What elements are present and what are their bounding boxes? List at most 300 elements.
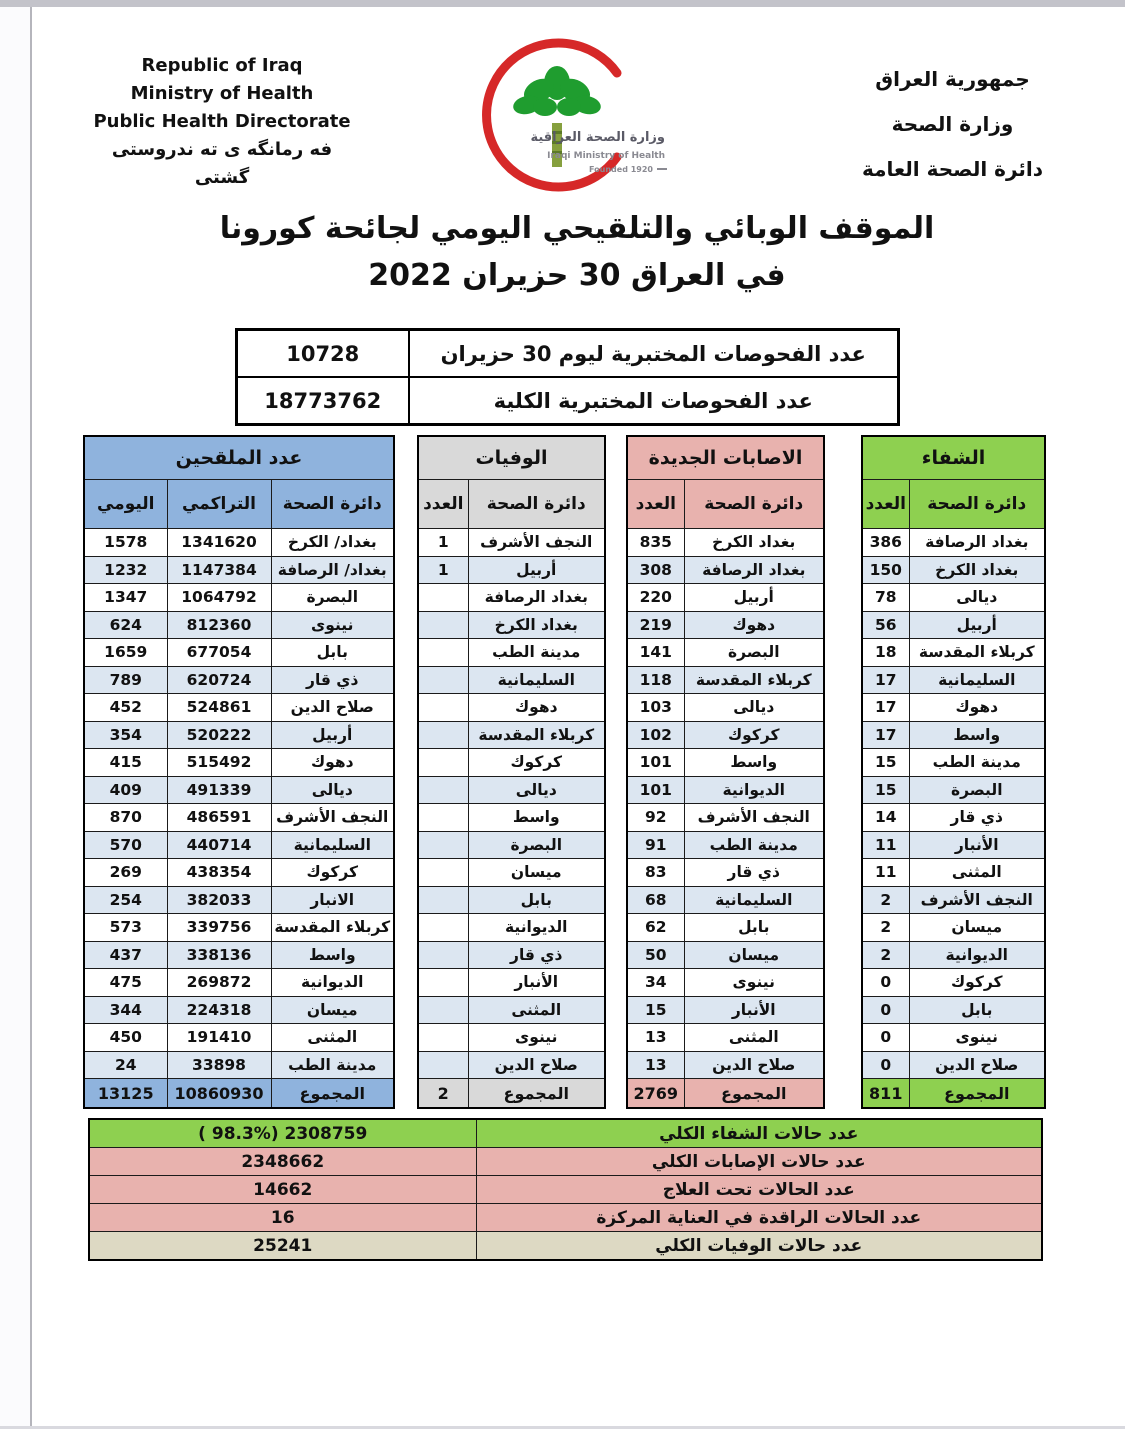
- value-cell: 452: [84, 694, 167, 722]
- table-row: [418, 831, 605, 859]
- report-page: [32, 7, 1125, 1426]
- table-row: [84, 831, 394, 859]
- value-cell: 34: [627, 969, 684, 997]
- table-row: [418, 556, 605, 584]
- value-cell: 2: [862, 914, 909, 942]
- value-cell: 624: [84, 611, 167, 639]
- value-cell: [418, 859, 468, 887]
- value-cell: 220: [627, 584, 684, 612]
- summary-value: 14662: [89, 1176, 476, 1204]
- header-line-arabic: دائرة الصحة العامة: [861, 157, 1044, 181]
- total-value-cumulative: 10860930: [167, 1079, 271, 1109]
- region-name-cell: بغداد الرصافة: [468, 584, 605, 612]
- main-table-region: [88, 435, 1046, 1109]
- value-cell: [418, 694, 468, 722]
- table-row: [627, 859, 824, 887]
- summary-row-recovered: [89, 1119, 1042, 1148]
- value-cell: 308: [627, 556, 684, 584]
- region-name-cell: الانبار: [271, 886, 394, 914]
- value-cell: 515492: [167, 749, 271, 777]
- value-cell: 92: [627, 804, 684, 832]
- column-header-directorate: دائرة الصحة: [909, 480, 1045, 529]
- region-name-cell: البصرة: [909, 776, 1045, 804]
- value-cell: 491339: [167, 776, 271, 804]
- region-name-cell: بابل: [909, 996, 1045, 1024]
- value-cell: [418, 1051, 468, 1079]
- region-name-cell: ديالى: [909, 584, 1045, 612]
- region-name-cell: كركوك: [468, 749, 605, 777]
- value-cell: 0: [862, 1051, 909, 1079]
- table-row: [862, 776, 1045, 804]
- region-name-cell: واسط: [909, 721, 1045, 749]
- value-cell: 677054: [167, 639, 271, 667]
- value-cell: 440714: [167, 831, 271, 859]
- value-cell: 386: [862, 529, 909, 557]
- table-row: [627, 804, 824, 832]
- region-name-cell: ميسان: [468, 859, 605, 887]
- table-row: [84, 776, 394, 804]
- table-row: [84, 749, 394, 777]
- table-row: [418, 804, 605, 832]
- region-name-cell: الديوانية: [909, 941, 1045, 969]
- region-name-cell: بغداد/ الكرخ: [271, 529, 394, 557]
- value-cell: 1147384: [167, 556, 271, 584]
- summary-value: 2348662: [89, 1148, 476, 1176]
- table-row: [862, 721, 1045, 749]
- table-row: [418, 749, 605, 777]
- value-cell: 415: [84, 749, 167, 777]
- region-name-cell: ديالى: [684, 694, 824, 722]
- value-cell: 2: [862, 941, 909, 969]
- table-row: [862, 996, 1045, 1024]
- value-cell: 0: [862, 1024, 909, 1052]
- summary-row-under-treatment: [89, 1176, 1042, 1204]
- table-row: [84, 941, 394, 969]
- value-cell: 269872: [167, 969, 271, 997]
- logo-arabic-name: وزارة الصحة العراقية: [530, 130, 665, 145]
- value-cell: 254: [84, 886, 167, 914]
- header-line-english: Public Health Directorate: [93, 111, 351, 132]
- value-cell: 0: [862, 969, 909, 997]
- table-row: [418, 639, 605, 667]
- summary-row-icu: [89, 1204, 1042, 1232]
- table-row: [862, 639, 1045, 667]
- summary-row-total-cases: [89, 1148, 1042, 1176]
- value-cell: [418, 831, 468, 859]
- value-cell: [418, 749, 468, 777]
- table-row: [418, 666, 605, 694]
- value-cell: 2: [862, 886, 909, 914]
- column-header-directorate: دائرة الصحة: [271, 480, 394, 529]
- value-cell: 1659: [84, 639, 167, 667]
- table-row: [418, 996, 605, 1024]
- table-row: [862, 941, 1045, 969]
- value-cell: 150: [862, 556, 909, 584]
- table-row: [84, 886, 394, 914]
- value-cell: 13: [627, 1024, 684, 1052]
- ministry-logo: [457, 31, 672, 203]
- table-row: [418, 1024, 605, 1052]
- column-header-directorate: دائرة الصحة: [468, 480, 605, 529]
- value-cell: 11: [862, 831, 909, 859]
- summary-table: [88, 1118, 1043, 1261]
- table-row: [862, 1024, 1045, 1052]
- value-cell: [418, 996, 468, 1024]
- summary-label: عدد الحالات الراقدة في العناية المركزة: [476, 1204, 1042, 1232]
- value-cell: 1347: [84, 584, 167, 612]
- table-row: [627, 941, 824, 969]
- value-cell: 102: [627, 721, 684, 749]
- total-label: المجموع: [468, 1079, 605, 1109]
- value-cell: 344: [84, 996, 167, 1024]
- table-row: [418, 914, 605, 942]
- column-header-count: العدد: [862, 480, 909, 529]
- summary-value: 16: [89, 1204, 476, 1232]
- region-name-cell: ميسان: [684, 941, 824, 969]
- deaths-group-title: الوفيات: [418, 436, 605, 480]
- region-name-cell: الديوانية: [468, 914, 605, 942]
- value-cell: [418, 666, 468, 694]
- region-name-cell: السليمانية: [468, 666, 605, 694]
- region-name-cell: المثنى: [468, 996, 605, 1024]
- report-title-line1: الموقف الوبائي والتلقيحي اليومي لجائحة كورونا: [219, 211, 935, 246]
- region-name-cell: ذي قار: [909, 804, 1045, 832]
- summary-label: عدد الحالات تحت العلاج: [476, 1176, 1042, 1204]
- table-row: [862, 556, 1045, 584]
- value-cell: 101: [627, 749, 684, 777]
- value-cell: 570: [84, 831, 167, 859]
- table-row: [627, 556, 824, 584]
- region-name-cell: صلاح الدين: [684, 1051, 824, 1079]
- column-header-count: العدد: [418, 480, 468, 529]
- value-cell: 520222: [167, 721, 271, 749]
- region-name-cell: المثنى: [271, 1024, 394, 1052]
- vaccinated-table: [83, 435, 395, 1109]
- table-row: [418, 529, 605, 557]
- header-line-english: Republic of Iraq: [141, 55, 303, 76]
- value-cell: 437: [84, 941, 167, 969]
- value-cell: 1064792: [167, 584, 271, 612]
- value-cell: 15: [627, 996, 684, 1024]
- region-name-cell: النجف الأشرف: [909, 886, 1045, 914]
- table-row: [862, 694, 1045, 722]
- tests-table: [235, 328, 900, 426]
- value-cell: 1232: [84, 556, 167, 584]
- table-row: [627, 914, 824, 942]
- region-name-cell: مدينة الطب: [271, 1051, 394, 1079]
- value-cell: 14: [862, 804, 909, 832]
- value-cell: 224318: [167, 996, 271, 1024]
- value-cell: [418, 611, 468, 639]
- table-row: [237, 330, 899, 378]
- total-label: المجموع: [684, 1079, 824, 1109]
- table-row: [84, 1024, 394, 1052]
- summary-label: عدد حالات الإصابات الكلي: [476, 1148, 1042, 1176]
- column-header-daily: اليومي: [84, 480, 167, 529]
- table-row: [237, 377, 899, 425]
- region-name-cell: كربلاء المقدسة: [271, 914, 394, 942]
- region-name-cell: الأنبار: [684, 996, 824, 1024]
- value-cell: 219: [627, 611, 684, 639]
- table-row: [84, 996, 394, 1024]
- region-name-cell: كركوك: [271, 859, 394, 887]
- value-cell: [418, 1024, 468, 1052]
- value-cell: [418, 584, 468, 612]
- value-cell: 191410: [167, 1024, 271, 1052]
- table-row: [627, 886, 824, 914]
- report-title: [32, 205, 1122, 299]
- value-cell: 450: [84, 1024, 167, 1052]
- value-cell: [418, 721, 468, 749]
- region-name-cell: دهوك: [271, 749, 394, 777]
- table-row: [862, 969, 1045, 997]
- table-row: [84, 694, 394, 722]
- logo-english-name: Iraqi Ministry of Health: [547, 151, 665, 161]
- value-cell: 620724: [167, 666, 271, 694]
- total-label: المجموع: [909, 1079, 1045, 1109]
- value-cell: 11: [862, 859, 909, 887]
- value-cell: 78: [862, 584, 909, 612]
- region-name-cell: دهوك: [684, 611, 824, 639]
- value-cell: 13: [627, 1051, 684, 1079]
- value-cell: 338136: [167, 941, 271, 969]
- total-row: [418, 1079, 605, 1109]
- value-cell: 101: [627, 776, 684, 804]
- logo-founded-text: Founded 1920: [589, 165, 653, 174]
- region-name-cell: المثنى: [684, 1024, 824, 1052]
- region-name-cell: كربلاء المقدسة: [684, 666, 824, 694]
- total-row: [84, 1079, 394, 1109]
- value-cell: 15: [862, 776, 909, 804]
- summary-value: ( 98.3%) 2308759: [89, 1119, 476, 1148]
- value-cell: 33898: [167, 1051, 271, 1079]
- region-name-cell: بابل: [684, 914, 824, 942]
- region-name-cell: ديالى: [271, 776, 394, 804]
- region-name-cell: دهوك: [909, 694, 1045, 722]
- table-row: [418, 584, 605, 612]
- value-cell: [418, 914, 468, 942]
- table-row: [862, 611, 1045, 639]
- region-name-cell: ميسان: [909, 914, 1045, 942]
- table-row: [862, 1051, 1045, 1079]
- region-name-cell: نينوى: [468, 1024, 605, 1052]
- column-header-directorate: دائرة الصحة: [684, 480, 824, 529]
- table-row: [627, 776, 824, 804]
- value-cell: [418, 886, 468, 914]
- region-name-cell: بابل: [271, 639, 394, 667]
- total-value-daily: 13125: [84, 1079, 167, 1109]
- table-row: [418, 611, 605, 639]
- region-name-cell: أربيل: [909, 611, 1045, 639]
- region-name-cell: بغداد الكرخ: [684, 529, 824, 557]
- value-cell: 870: [84, 804, 167, 832]
- region-name-cell: مدينة الطب: [909, 749, 1045, 777]
- region-name-cell: البصرة: [271, 584, 394, 612]
- table-row: [84, 969, 394, 997]
- value-cell: 18: [862, 639, 909, 667]
- table-row: [84, 556, 394, 584]
- summary-label: عدد حالات الشفاء الكلي: [476, 1119, 1042, 1148]
- value-cell: 141: [627, 639, 684, 667]
- value-cell: [418, 804, 468, 832]
- value-cell: 103: [627, 694, 684, 722]
- region-name-cell: ديالى: [468, 776, 605, 804]
- value-cell: 382033: [167, 886, 271, 914]
- value-cell: 1578: [84, 529, 167, 557]
- table-row: [627, 1024, 824, 1052]
- region-name-cell: السليمانية: [909, 666, 1045, 694]
- region-name-cell: واسط: [271, 941, 394, 969]
- region-name-cell: البصرة: [468, 831, 605, 859]
- table-row: [862, 914, 1045, 942]
- table-row: [418, 1051, 605, 1079]
- value-cell: 17: [862, 694, 909, 722]
- value-cell: 475: [84, 969, 167, 997]
- region-name-cell: كربلاء المقدسة: [468, 721, 605, 749]
- region-name-cell: البصرة: [684, 639, 824, 667]
- header-line-arabic: جمهورية العراق: [875, 67, 1030, 91]
- table-row: [627, 996, 824, 1024]
- table-row: [418, 721, 605, 749]
- table-row: [418, 969, 605, 997]
- value-cell: 1341620: [167, 529, 271, 557]
- region-name-cell: بغداد/ الرصافة: [271, 556, 394, 584]
- table-row: [627, 584, 824, 612]
- table-row: [627, 749, 824, 777]
- total-label: المجموع: [271, 1079, 394, 1109]
- region-name-cell: نينوى: [909, 1024, 1045, 1052]
- region-name-cell: واسط: [468, 804, 605, 832]
- tests-total-value: 18773762: [237, 377, 409, 425]
- region-name-cell: صلاح الدين: [468, 1051, 605, 1079]
- table-row: [862, 886, 1045, 914]
- region-name-cell: الأنبار: [468, 969, 605, 997]
- table-row: [418, 859, 605, 887]
- region-name-cell: بغداد الرصافة: [684, 556, 824, 584]
- table-row: [84, 721, 394, 749]
- table-row: [84, 666, 394, 694]
- deaths-table: [417, 435, 606, 1109]
- region-name-cell: نينوى: [684, 969, 824, 997]
- value-cell: 15: [862, 749, 909, 777]
- region-name-cell: النجف الأشرف: [271, 804, 394, 832]
- table-row: [84, 529, 394, 557]
- table-row: [627, 611, 824, 639]
- region-name-cell: بغداد الرصافة: [909, 529, 1045, 557]
- region-name-cell: ذي قار: [468, 941, 605, 969]
- region-name-cell: الديوانية: [271, 969, 394, 997]
- table-row: [627, 529, 824, 557]
- total-value: 2: [418, 1079, 468, 1109]
- region-name-cell: المثنى: [909, 859, 1045, 887]
- table-row: [627, 969, 824, 997]
- value-cell: 17: [862, 721, 909, 749]
- region-name-cell: أربيل: [684, 584, 824, 612]
- value-cell: [418, 639, 468, 667]
- region-name-cell: بغداد الكرخ: [909, 556, 1045, 584]
- tests-daily-label: عدد الفحوصات المختبرية ليوم 30 حزيران: [409, 330, 899, 378]
- value-cell: 438354: [167, 859, 271, 887]
- ministry-logo-graphic: [457, 31, 672, 203]
- tests-total-label: عدد الفحوصات المختبرية الكلية: [409, 377, 899, 425]
- report-title-line2: في العراق 30 حزيران 2022: [368, 258, 786, 293]
- value-cell: [418, 776, 468, 804]
- region-name-cell: النجف الأشرف: [684, 804, 824, 832]
- region-name-cell: السليمانية: [684, 886, 824, 914]
- region-name-cell: ذي قار: [271, 666, 394, 694]
- table-row: [84, 804, 394, 832]
- value-cell: 1: [418, 529, 468, 557]
- region-name-cell: النجف الأشرف: [468, 529, 605, 557]
- table-row: [862, 666, 1045, 694]
- table-row: [627, 831, 824, 859]
- table-row: [627, 694, 824, 722]
- summary-label: عدد حالات الوفيات الكلي: [476, 1232, 1042, 1261]
- total-row: [862, 1079, 1045, 1109]
- recovery-group-title: الشفاء: [862, 436, 1045, 480]
- value-cell: 1: [418, 556, 468, 584]
- region-name-cell: أربيل: [271, 721, 394, 749]
- table-row: [418, 694, 605, 722]
- summary-value: 25241: [89, 1232, 476, 1261]
- value-cell: 573: [84, 914, 167, 942]
- total-row: [627, 1079, 824, 1109]
- region-name-cell: ذي قار: [684, 859, 824, 887]
- table-row: [84, 859, 394, 887]
- column-header-cumulative: التراكمي: [167, 480, 271, 529]
- value-cell: 56: [862, 611, 909, 639]
- region-name-cell: ميسان: [271, 996, 394, 1024]
- region-name-cell: صلاح الدين: [271, 694, 394, 722]
- value-cell: 24: [84, 1051, 167, 1079]
- region-name-cell: نينوى: [271, 611, 394, 639]
- new-cases-table: [626, 435, 825, 1109]
- summary-row-total-deaths: [89, 1232, 1042, 1261]
- value-cell: [418, 969, 468, 997]
- new-cases-group-title: الاصابات الجديدة: [627, 436, 824, 480]
- tests-daily-value: 10728: [237, 330, 409, 378]
- region-name-cell: كركوك: [684, 721, 824, 749]
- value-cell: 812360: [167, 611, 271, 639]
- region-name-cell: بغداد الكرخ: [468, 611, 605, 639]
- table-row: [627, 721, 824, 749]
- header-arabic-block: [830, 57, 1075, 192]
- value-cell: 0: [862, 996, 909, 1024]
- table-row: [84, 639, 394, 667]
- value-cell: 68: [627, 886, 684, 914]
- region-name-cell: السليمانية: [271, 831, 394, 859]
- region-name-cell: بابل: [468, 886, 605, 914]
- value-cell: 524861: [167, 694, 271, 722]
- value-cell: 83: [627, 859, 684, 887]
- total-value: 2769: [627, 1079, 684, 1109]
- value-cell: 118: [627, 666, 684, 694]
- table-row: [418, 776, 605, 804]
- header-line-arabic: وزارة الصحة: [891, 112, 1014, 136]
- column-header-count: العدد: [627, 480, 684, 529]
- value-cell: 486591: [167, 804, 271, 832]
- table-row: [862, 859, 1045, 887]
- value-cell: 409: [84, 776, 167, 804]
- vaccinated-group-title: عدد الملقحين: [84, 436, 394, 480]
- value-cell: 339756: [167, 914, 271, 942]
- region-name-cell: مدينة الطب: [684, 831, 824, 859]
- region-name-cell: دهوك: [468, 694, 605, 722]
- table-row: [84, 914, 394, 942]
- table-row: [627, 1051, 824, 1079]
- table-row: [862, 804, 1045, 832]
- table-row: [862, 749, 1045, 777]
